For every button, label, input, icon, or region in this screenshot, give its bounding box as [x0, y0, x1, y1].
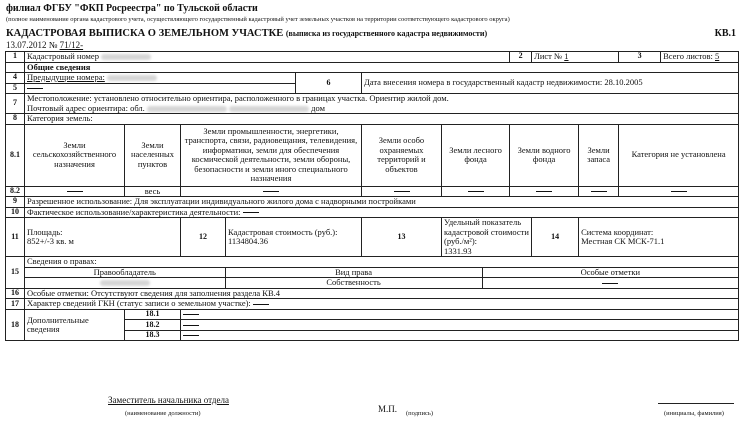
registration-date-label: Дата внесения номера в государственный кадастр недвижимости:	[364, 77, 603, 88]
row-num: 15	[6, 257, 25, 289]
sheet-cell	[532, 52, 619, 63]
row-num: 6	[296, 73, 362, 94]
general-info-row	[6, 62, 739, 73]
organization-name: филиал ФГБУ "ФКП Росреестра" по Тульской области	[6, 3, 258, 14]
coordinate-system-cell	[579, 218, 739, 257]
postal-address-prefix: Почтовый адрес ориентира: обл.	[27, 102, 145, 113]
redacted-value	[147, 106, 227, 112]
land-category-header: Земли сельскохозяйственного назначения	[25, 124, 125, 186]
document-date-number	[6, 40, 83, 50]
extract-table	[5, 51, 739, 341]
row-num: 14	[532, 218, 579, 257]
location-line-2	[27, 104, 736, 114]
row-num: 17	[6, 299, 25, 310]
signer-role-caption: (наименование должности)	[125, 410, 201, 417]
signer-name-line	[658, 403, 734, 404]
rights-header-holder: Правообладатель	[25, 267, 225, 278]
redacted-value	[229, 106, 309, 112]
empty-dash	[67, 191, 83, 192]
specific-value-cell	[442, 218, 532, 257]
actual-use-cell	[25, 207, 739, 218]
land-category-label: Категория земель:	[25, 114, 739, 125]
row-num: 16	[6, 288, 25, 299]
area-label: Площадь:	[27, 226, 63, 237]
row-16	[6, 288, 739, 299]
document-title-main: КАДАСТРОВАЯ ВЫПИСКА О ЗЕМЕЛЬНОМ УЧАСТКЕ	[6, 28, 284, 39]
coordinate-system-label: Система координат:	[581, 226, 654, 237]
sheet-value: 1	[564, 51, 569, 61]
redacted-value	[101, 54, 151, 60]
coordinate-system-value: Местная СК МСК-71.1	[581, 236, 665, 247]
empty-dash	[263, 191, 279, 192]
row-num: 11	[6, 218, 25, 257]
rights-cell	[25, 257, 739, 289]
row-num: 4	[6, 73, 25, 84]
sub-num: 18.3	[125, 330, 181, 341]
land-category-header: Земли населенных пунктов	[125, 124, 181, 186]
row-1	[6, 52, 739, 63]
redacted-value	[100, 280, 150, 286]
signer-role: Заместитель начальника отдела	[108, 395, 229, 405]
row-10	[6, 207, 739, 218]
postal-address-suffix: дом	[311, 102, 325, 113]
organization-note: (полное наименование органа кадастрового учета, осуществляющего государственный кадастровый учет земельных участков на территории соответствующего кадастрового округа)	[6, 16, 510, 23]
document-title	[6, 28, 487, 39]
signature-caption: (подпись)	[406, 410, 433, 417]
land-category-header: Категория не установлена	[619, 124, 739, 186]
special-notes: Особые отметки: Отсутствуют сведения для заполнения раздела КВ.4	[25, 288, 739, 299]
cadastral-number-cell	[25, 52, 510, 63]
document-number: 71/12-	[59, 40, 84, 50]
row-num: 5	[6, 83, 25, 94]
actual-use: Фактическое использование/характеристика деятельности:	[27, 207, 241, 217]
row-num: 7	[6, 94, 25, 114]
empty-dash	[243, 212, 259, 213]
row-num: 1	[6, 52, 25, 63]
location-line-1: Местоположение: установлено относительно ориентира, расположенного в границах участка. Ориентир жилой дом.	[27, 93, 449, 104]
row-num: 8	[6, 114, 25, 125]
empty-dash	[394, 191, 410, 192]
row-num: 13	[362, 218, 442, 257]
signer-name-caption: (инициалы, фамилия)	[664, 410, 724, 417]
total-value: 5	[715, 51, 720, 61]
specific-value-label: Удельный показатель кадастровой стоимости (руб./м²):	[444, 217, 529, 247]
row-num: 18	[6, 309, 25, 341]
general-info-heading: Общие сведения	[25, 62, 739, 73]
location-cell	[25, 94, 739, 114]
row-num: 8.2	[6, 186, 25, 197]
previous-numbers-label: Предыдущие номера:	[27, 72, 105, 83]
land-category-header: Земли водного фонда	[510, 124, 579, 186]
document-number-prefix: №	[48, 40, 58, 50]
cadastral-number-label: Кадастровый номер	[27, 51, 99, 61]
area-value: 852+/-3 кв. м	[27, 236, 74, 247]
sub-num: 18.1	[125, 309, 181, 320]
row-num: 9	[6, 197, 25, 208]
rights-header-type: Вид права	[225, 267, 482, 278]
total-cell	[661, 52, 739, 63]
empty-dash	[602, 283, 618, 284]
sheet-num: 2	[510, 52, 532, 63]
rights-label: Сведения о правах:	[27, 257, 97, 267]
specific-value: 1331.93	[444, 245, 472, 256]
form-code: КВ.1	[714, 28, 736, 39]
redacted-value	[107, 75, 157, 81]
row-18-1	[6, 309, 739, 320]
empty-dash	[468, 191, 484, 192]
sheet-label: Лист №	[534, 51, 563, 61]
cadastral-value-cell	[226, 218, 362, 257]
sub-num: 18.2	[125, 320, 181, 331]
empty-dash	[27, 88, 43, 89]
registration-date-cell	[362, 73, 739, 94]
right-type-value: Собственность	[225, 278, 482, 288]
land-category-header: Земли особо охраняемых территорий и объектов	[362, 124, 442, 186]
stamp-place: М.П.	[378, 404, 398, 414]
record-status-cell	[25, 299, 739, 310]
row-11-14	[6, 218, 739, 257]
row-8	[6, 114, 739, 125]
row-17	[6, 299, 739, 310]
empty-dash	[183, 335, 199, 336]
total-num: 3	[619, 52, 661, 63]
row-num: 12	[181, 218, 226, 257]
empty-dash	[183, 325, 199, 326]
empty-dash	[253, 304, 269, 305]
empty-dash	[183, 314, 199, 315]
empty-dash	[671, 191, 687, 192]
row-num: 8.1	[6, 124, 25, 186]
row-8-2	[6, 186, 739, 197]
land-category-header: Земли лесного фонда	[442, 124, 510, 186]
empty-dash	[536, 191, 552, 192]
rights-header-notes: Особые отметки	[482, 267, 738, 278]
row-15	[6, 257, 739, 289]
permitted-use: Разрешенное использование: Для эксплуатации индивидуального жилого дома с надворными постройками	[25, 197, 739, 208]
cadastral-value: 1134804.36	[228, 236, 269, 247]
total-label: Всего листов:	[663, 51, 713, 61]
previous-numbers-cell	[25, 73, 296, 84]
row-num: 10	[6, 207, 25, 218]
empty-dash	[591, 191, 607, 192]
land-category-value: весь	[125, 186, 181, 197]
cadastral-value-label: Кадастровая стоимость (руб.):	[228, 226, 338, 237]
row-4	[6, 73, 739, 84]
record-status: Характер сведений ГКН (статус записи о земельном участке):	[27, 298, 251, 309]
land-category-header: Земли запаса	[579, 124, 619, 186]
row-9	[6, 197, 739, 208]
row-8-1	[6, 124, 739, 186]
registration-date-value: 28.10.2005	[604, 77, 643, 88]
row-7	[6, 94, 739, 114]
document-title-sub: (выписка из государственного кадастра недвижимости)	[285, 29, 488, 38]
document-date: 13.07.2012	[6, 40, 47, 50]
additional-info-label: Дополнительные сведения	[25, 309, 125, 341]
rights-table	[25, 257, 738, 288]
land-category-header: Земли промышленности, энергетики, транспорта, связи, радиовещания, телевидения, информатики, земли для обеспечения космической деятельности, земли обороны, безопасности и земли иного специального назначения	[181, 124, 362, 186]
area-cell	[25, 218, 181, 257]
